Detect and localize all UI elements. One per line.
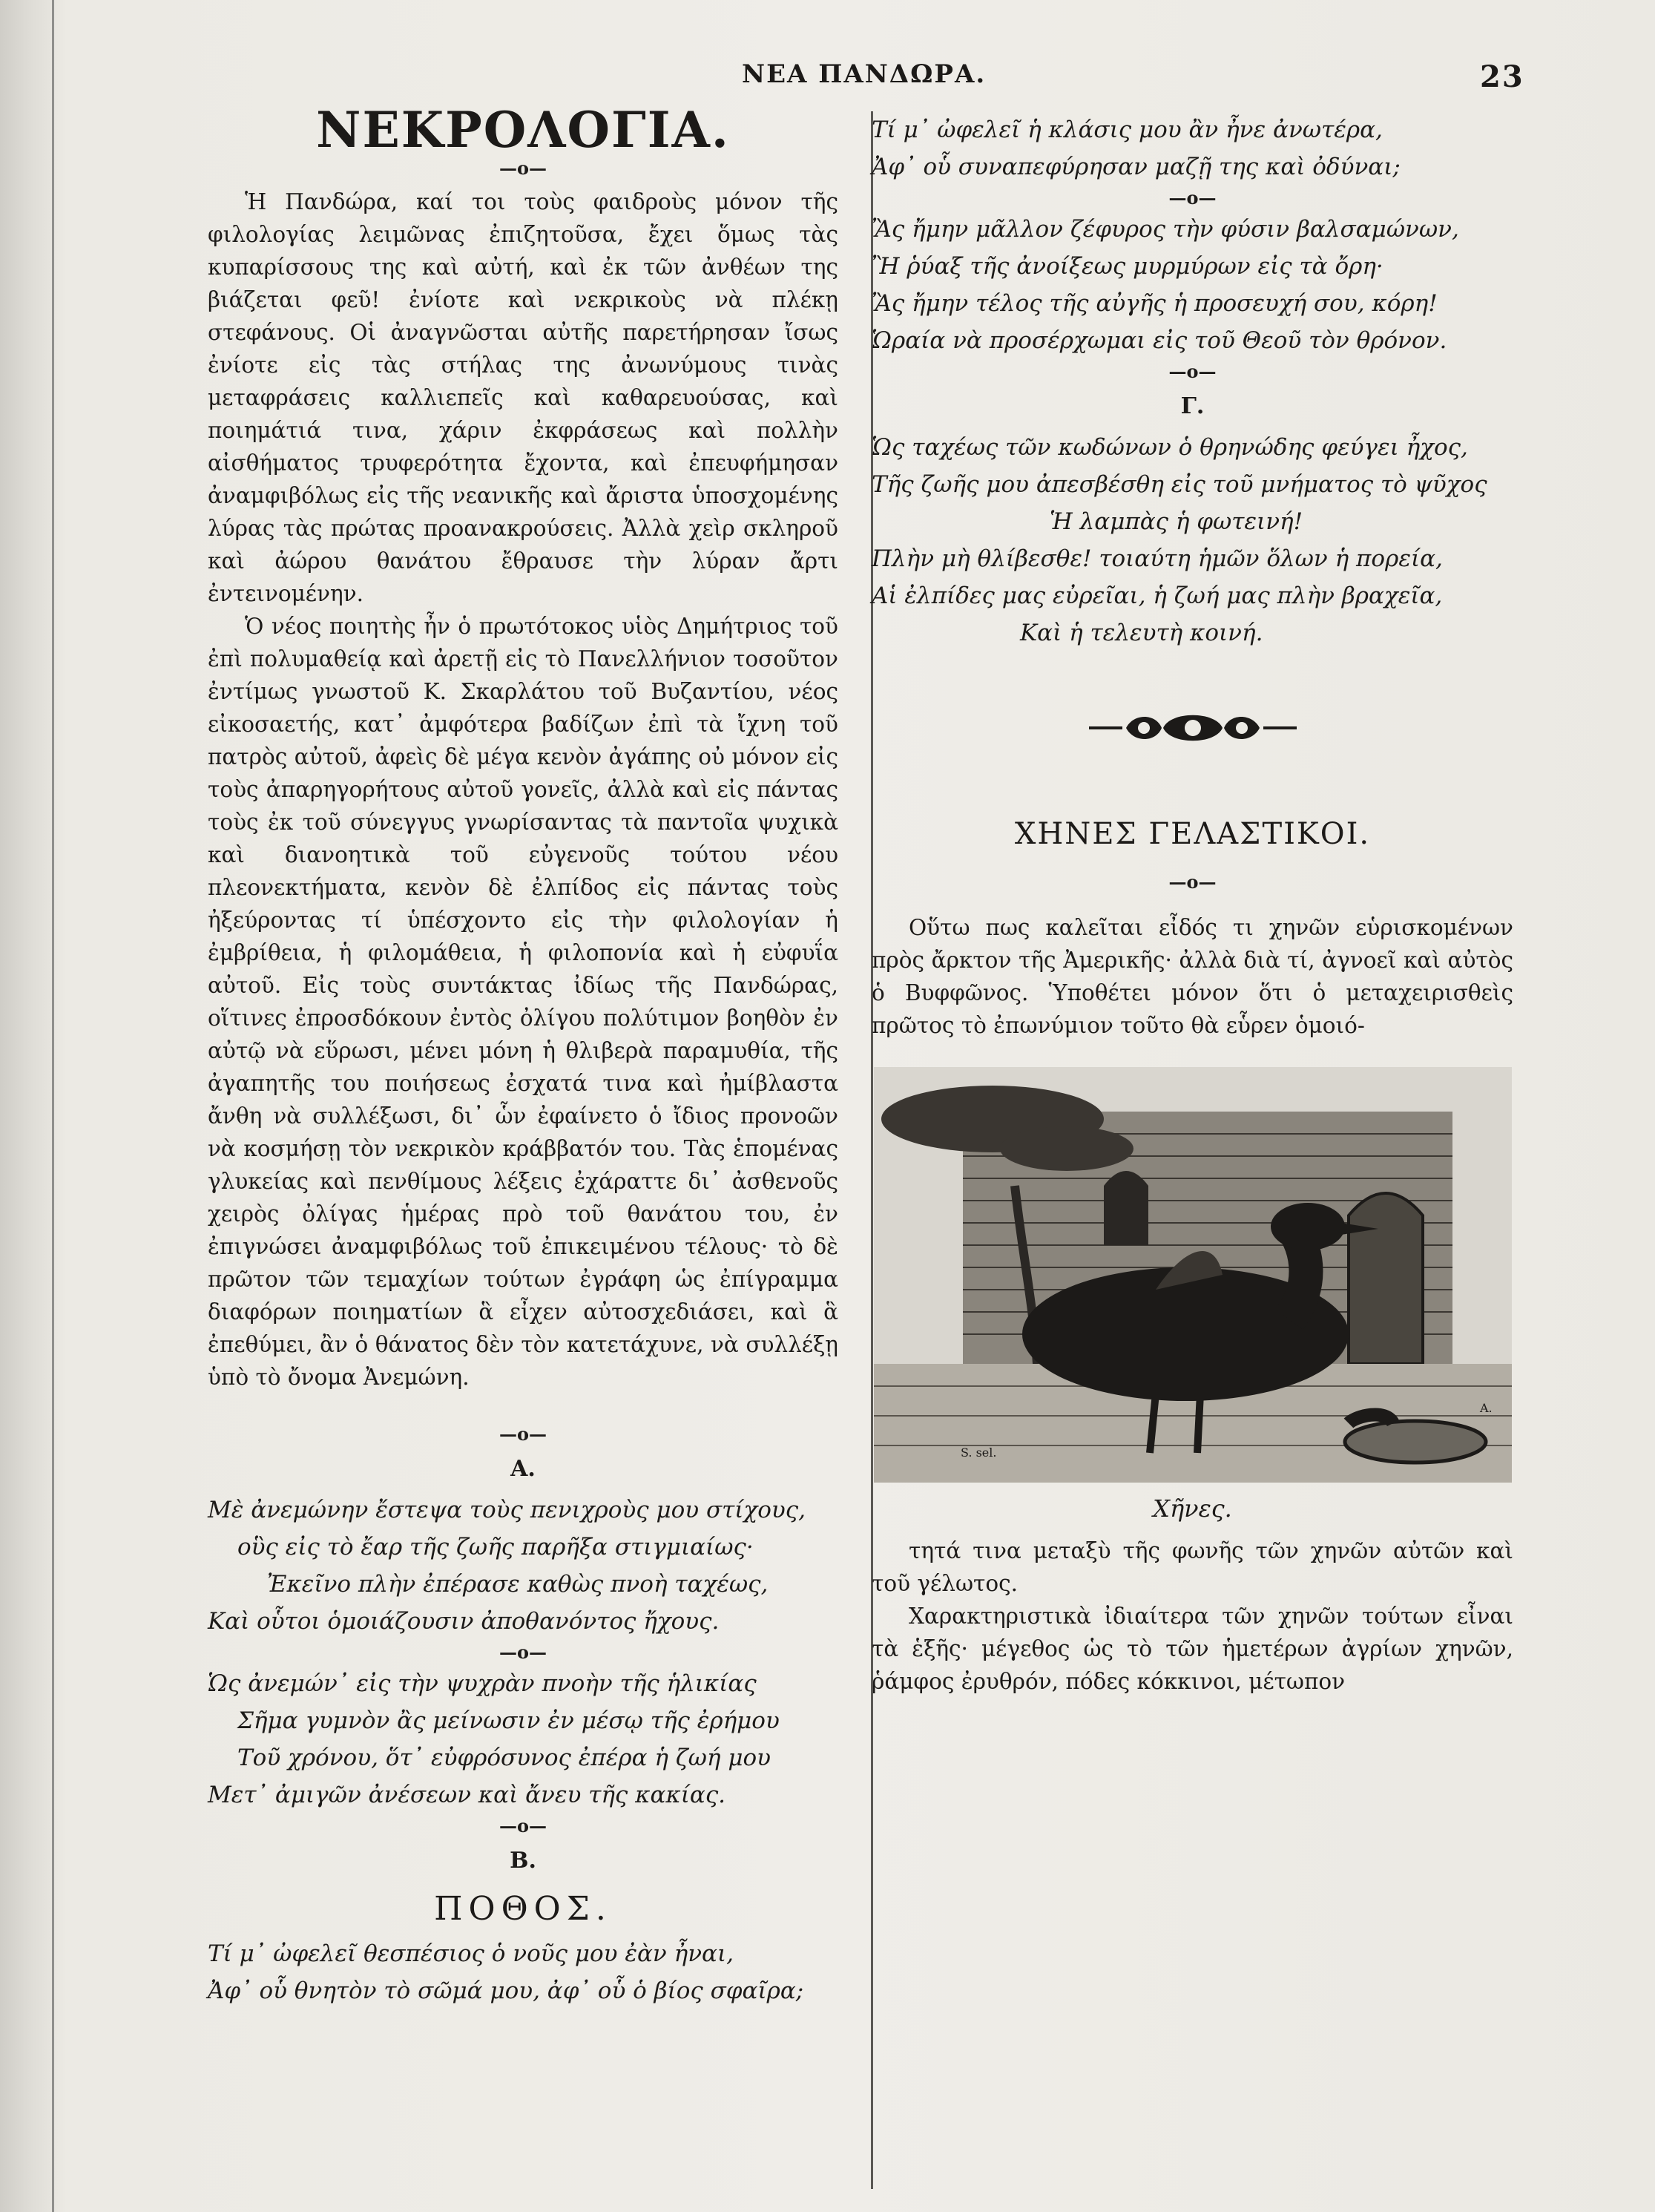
verse-line: Ἢ ῥύαξ τῆς ἀνοίξεως μυρμύρων εἰς τὰ ὄρη· — [872, 253, 1383, 280]
section-label-a: Α. — [510, 1456, 536, 1482]
left-column — [208, 101, 838, 2009]
verse-line: Αἱ ἐλπίδες μας εὐρεῖαι, ἡ ζωή μας πλὴν βραχεῖα, — [872, 582, 1443, 609]
divider: —ο— — [499, 1641, 547, 1663]
verse-line: Καὶ οὗτοι ὁμοιάζουσιν ἀποθανόντος ἤχους. — [208, 1608, 720, 1635]
poem-c — [872, 429, 1513, 652]
divider: —ο— — [1168, 871, 1217, 893]
divider: —ο— — [499, 1815, 547, 1837]
divider: —ο— — [1168, 187, 1217, 209]
figure-caption: Χῆνες. — [1153, 1494, 1232, 1523]
scroll-ornament-icon — [1082, 709, 1304, 746]
poem-b-continued — [872, 111, 1513, 186]
verse-line: Τοῦ χρόνου, ὅτ᾽ εὐφρόσυνος ἐπέρα ἡ ζωή μου — [237, 1745, 771, 1771]
paragraph: Οὕτω πως καλεῖται εἶδός τι χηνῶν εὑρισκομένων πρὸς ἄρκτον τῆς Ἀμερικῆς· ἀλλὰ διὰ τί, ἀγνοεῖ καὶ αὐτὸς ὁ Βυφφῶνος. Ὑποθέτει μόνον ὅτι ὁ μεταχειρισθεὶς πρῶτος τὸ ἐπωνύμιον τοῦτο θὰ εὗρεν ὁμοιό- — [872, 915, 1513, 1038]
verse-line: Μετ᾽ ἀμιγῶν ἀνέσεων καὶ ἄνευ τῆς κακίας. — [208, 1782, 726, 1808]
page-number: 23 — [1480, 59, 1524, 94]
divider: —ο— — [499, 157, 547, 179]
obituary-title: ΝΕΚΡΟΛΟΓΙΑ. — [316, 101, 730, 159]
poem-b — [208, 1935, 838, 2009]
paragraph: Ἡ Πανδώρα, καί τοι τοὺς φαιδροὺς μόνον τῆς φιλολογίας λειμῶνας ἐπιζητοῦσα, ἔχει ὅμως τὰς κυπαρίσσους της καὶ αὐτή, καὶ ἐκ τῶν ἀνθέων της βιάζεται φεῦ! ἐνίοτε καὶ νεκρικοὺς νὰ πλέκῃ στεφάνους. Οἱ ἀναγνῶσται αὐτῆς παρετήρησαν ἴσως ἐνίοτε εἰς τὰς στήλας της ἀνωνύμους τινὰς μεταφράσεις καλλιεπεῖς καὶ καθαρευούσας, καὶ ποιημάτιά τινα, χάριν ἐκφράσεως καὶ πολλὴν αἰσθήματος τρυφερότητα ἔχοντα, καὶ ἐπευφήμησαν ἀναμφιβόλως εἰς τῆς νεανικῆς καὶ ἄριστα ὑποσχομένης λύρας τὰς πρώτας προανακρούσεις. Ἀλλὰ χεὶρ σκληροῦ καὶ ἀώρου θανάτου ἔθραυσε τὴν λύραν ἄρτι ἐντεινομένην. — [208, 189, 838, 606]
verse-line: Καὶ ἡ τελευτὴ κοινή. — [1020, 620, 1263, 646]
verse-line: Ἂς ἤμην μᾶλλον ζέφυρος τὴν φύσιν βαλσαμώνων, — [872, 216, 1459, 243]
binding-edge — [52, 0, 54, 2212]
verse-line: Ὡς ἀνεμών᾽ εἰς τὴν ψυχρὰν πνοὴν τῆς ἡλικίας — [208, 1670, 757, 1697]
verse-line: Μὲ ἀνεμώνην ἔστεψα τοὺς πενιχροὺς μου στίχους, — [208, 1497, 806, 1523]
verse-line: οὓς εἰς τὸ ἔαρ τῆς ζωῆς παρῆξα στιγμιαίως· — [237, 1534, 754, 1560]
right-column — [872, 111, 1513, 1698]
poem-b-stanza-2 — [872, 211, 1513, 359]
poem-a — [208, 1491, 838, 1640]
section-label-b: Β. — [510, 1848, 536, 1874]
divider: —ο— — [1168, 361, 1217, 382]
paragraph: τητά τινα μεταξὺ τῆς φωνῆς τῶν χηνῶν αὐτῶν καὶ τοῦ γέλωτος. — [872, 1538, 1513, 1596]
paragraph: Ὁ νέος ποιητὴς ἦν ὁ πρωτότοκος υἱὸς Δημήτριος τοῦ ἐπὶ πολυμαθείᾳ καὶ ἀρετῇ εἰς τὸ Πανελλήνιον τοσοῦτον ἐντίμως γνωστοῦ Κ. Σκαρλάτου τοῦ Βυζαντίου, νέος εἰκοσαετής, κατ᾽ ἀμφότερα βαδίζων ἐπὶ τὰ ἴχνη τοῦ πατρὸς αὐτοῦ, ἀφεὶς δὲ μέγα κενὸν ἀγάπης οὐ μόνον εἰς τοὺς ἀπαρηγορήτους αὐτοῦ γονεῖς, ἀλλὰ καὶ εἰς πάντας τοὺς ἐκ τοῦ σύνεγγυς γνωρίσαντας τὰ παντοῖα ψυχικὰ καὶ διανοητικὰ τοῦ εὐγενοῦς τούτου νέου πλεονεκτήματα, κενὸν δὲ ἐλπίδος εἰς πάντας τοὺς ἠξεύροντας τί ὑπέσχοντο εἰς τὴν φιλολογίαν ἡ ἐμβρίθεια, ἡ φιλομάθεια, ἡ φιλοπονία καὶ ἡ εὐφυΐα αὐτοῦ. Εἰς τοὺς συντάκτας ἰδίως τῆς Πανδώρας, οἵτινες ἐπροσδόκουν ἐντὸς ὀλίγου πολύτιμον βοηθὸν ἐν αὐτῷ νὰ εὕρωσι, μένει μόνη ἡ θλιβερὰ παραμυθία, τῆς ἀγαπητῆς του ποιήσεως ἐσχατά τινα καὶ ἠμίβλαστα ἄνθη νὰ συλλέξωσι, δι᾽ ὧν ἐφαίνετο ὁ ἴδιος προνοῶν νὰ κοσμήσῃ τὸν νεκρικὸν κράββατόν του. Τὰς ἑπομένας γλυκείας καὶ πενθίμους λέξεις ἐχάραττε δι᾽ ἀσθενοῦς χειρὸς ὀλίγας ἡμέρας πρὸ τοῦ θανάτου του, ἐν ἐπιγνώσει ἀναμφιβόλως τοῦ ἐπικειμένου τέλους· τὸ δὲ πρῶτον τῶν τεμαχίων τούτων ἐγράφη ὡς ἐπίγραμμα διαφόρων ποιηματίων ἃ εἶχεν αὐτοσχεδιάσει, καὶ ἃ ἐπεθύμει, ἂν ὁ θάνατος δὲν τὸν κατετάχυνε, νὰ συλλέξῃ ὑπὸ τὸ ὄνομα Ἀνεμώνη. — [208, 614, 838, 1390]
section-label-c: Γ. — [1180, 393, 1205, 419]
poem-a-stanza-2 — [208, 1665, 838, 1814]
verse-line: Ἡ λαμπὰς ἡ φωτεινή! — [1050, 508, 1303, 535]
verse-line: Τί μ᾽ ὠφελεῖ ἡ κλάσις μου ἂν ἦνε ἀνωτέρα, — [872, 116, 1383, 143]
engraver-mark: S. sel. — [961, 1445, 997, 1460]
verse-line: Τί μ᾽ ὠφελεῖ θεσπέσιος ὁ νοῦς μου ἐὰν ἦναι, — [208, 1940, 734, 1967]
poem-title: ΠΟΘΟΣ. — [434, 1890, 612, 1928]
verse-line: Ὡς ταχέως τῶν κωδώνων ὁ θρηνώδης φεύγει ἦχος, — [872, 434, 1468, 461]
paragraph: Χαρακτηριστικὰ ἰδιαίτερα τῶν χηνῶν τούτων εἶναι τὰ ἑξῆς· μέγεθος ὡς τὸ τῶν ἡμετέρων ἀγρίων χηνῶν, ῥάμφος ἐρυθρόν, πόδες κόκκινοι, μέτωπον — [872, 1604, 1513, 1694]
verse-line: Σῆμα γυμνὸν ἂς μείνωσιν ἐν μέσῳ τῆς ἐρήμου — [237, 1707, 780, 1734]
verse-line: Ἂς ἤμην τέλος τῆς αὐγῆς ἡ προσευχή σου, κόρη! — [872, 290, 1438, 317]
verse-line: Ὡραία νὰ προσέρχωμαι εἰς τοῦ Θεοῦ τὸν θρόνον. — [872, 327, 1447, 354]
verse-line: Πλὴν μὴ θλίβεσθε! τοιαύτη ἡμῶν ὅλων ἡ πορεία, — [872, 545, 1443, 572]
verse-line: Τῆς ζωῆς μου ἀπεσβέσθη εἰς τοῦ μνήματος τὸ ψῦχος — [872, 471, 1487, 498]
divider: —ο— — [499, 1423, 547, 1445]
artist-mark: A. — [1480, 1401, 1493, 1415]
goose-article-title: ΧΗΝΕΣ ΓΕΛΑΣΤΙΚΟΙ. — [1014, 817, 1371, 851]
goose-engraving — [872, 1067, 1513, 1483]
goose-illustration-icon — [874, 1067, 1512, 1483]
running-title: ΝΕΑ ΠΑΝΔΩΡΑ. — [742, 59, 987, 89]
verse-line: Ἐκεῖνο πλὴν ἐπέρασε καθὼς πνοὴ ταχέως, — [267, 1571, 769, 1598]
ornament-divider — [872, 709, 1513, 749]
verse-line: Ἀφ᾽ οὗ θνητὸν τὸ σῶμά μου, ἀφ᾽ οὗ ὁ βίος σφαῖρα; — [208, 1978, 804, 2004]
verse-line: Ἀφ᾽ οὗ συναπεφύρησαν μαζῇ της καὶ ὀδύναι; — [872, 154, 1401, 180]
